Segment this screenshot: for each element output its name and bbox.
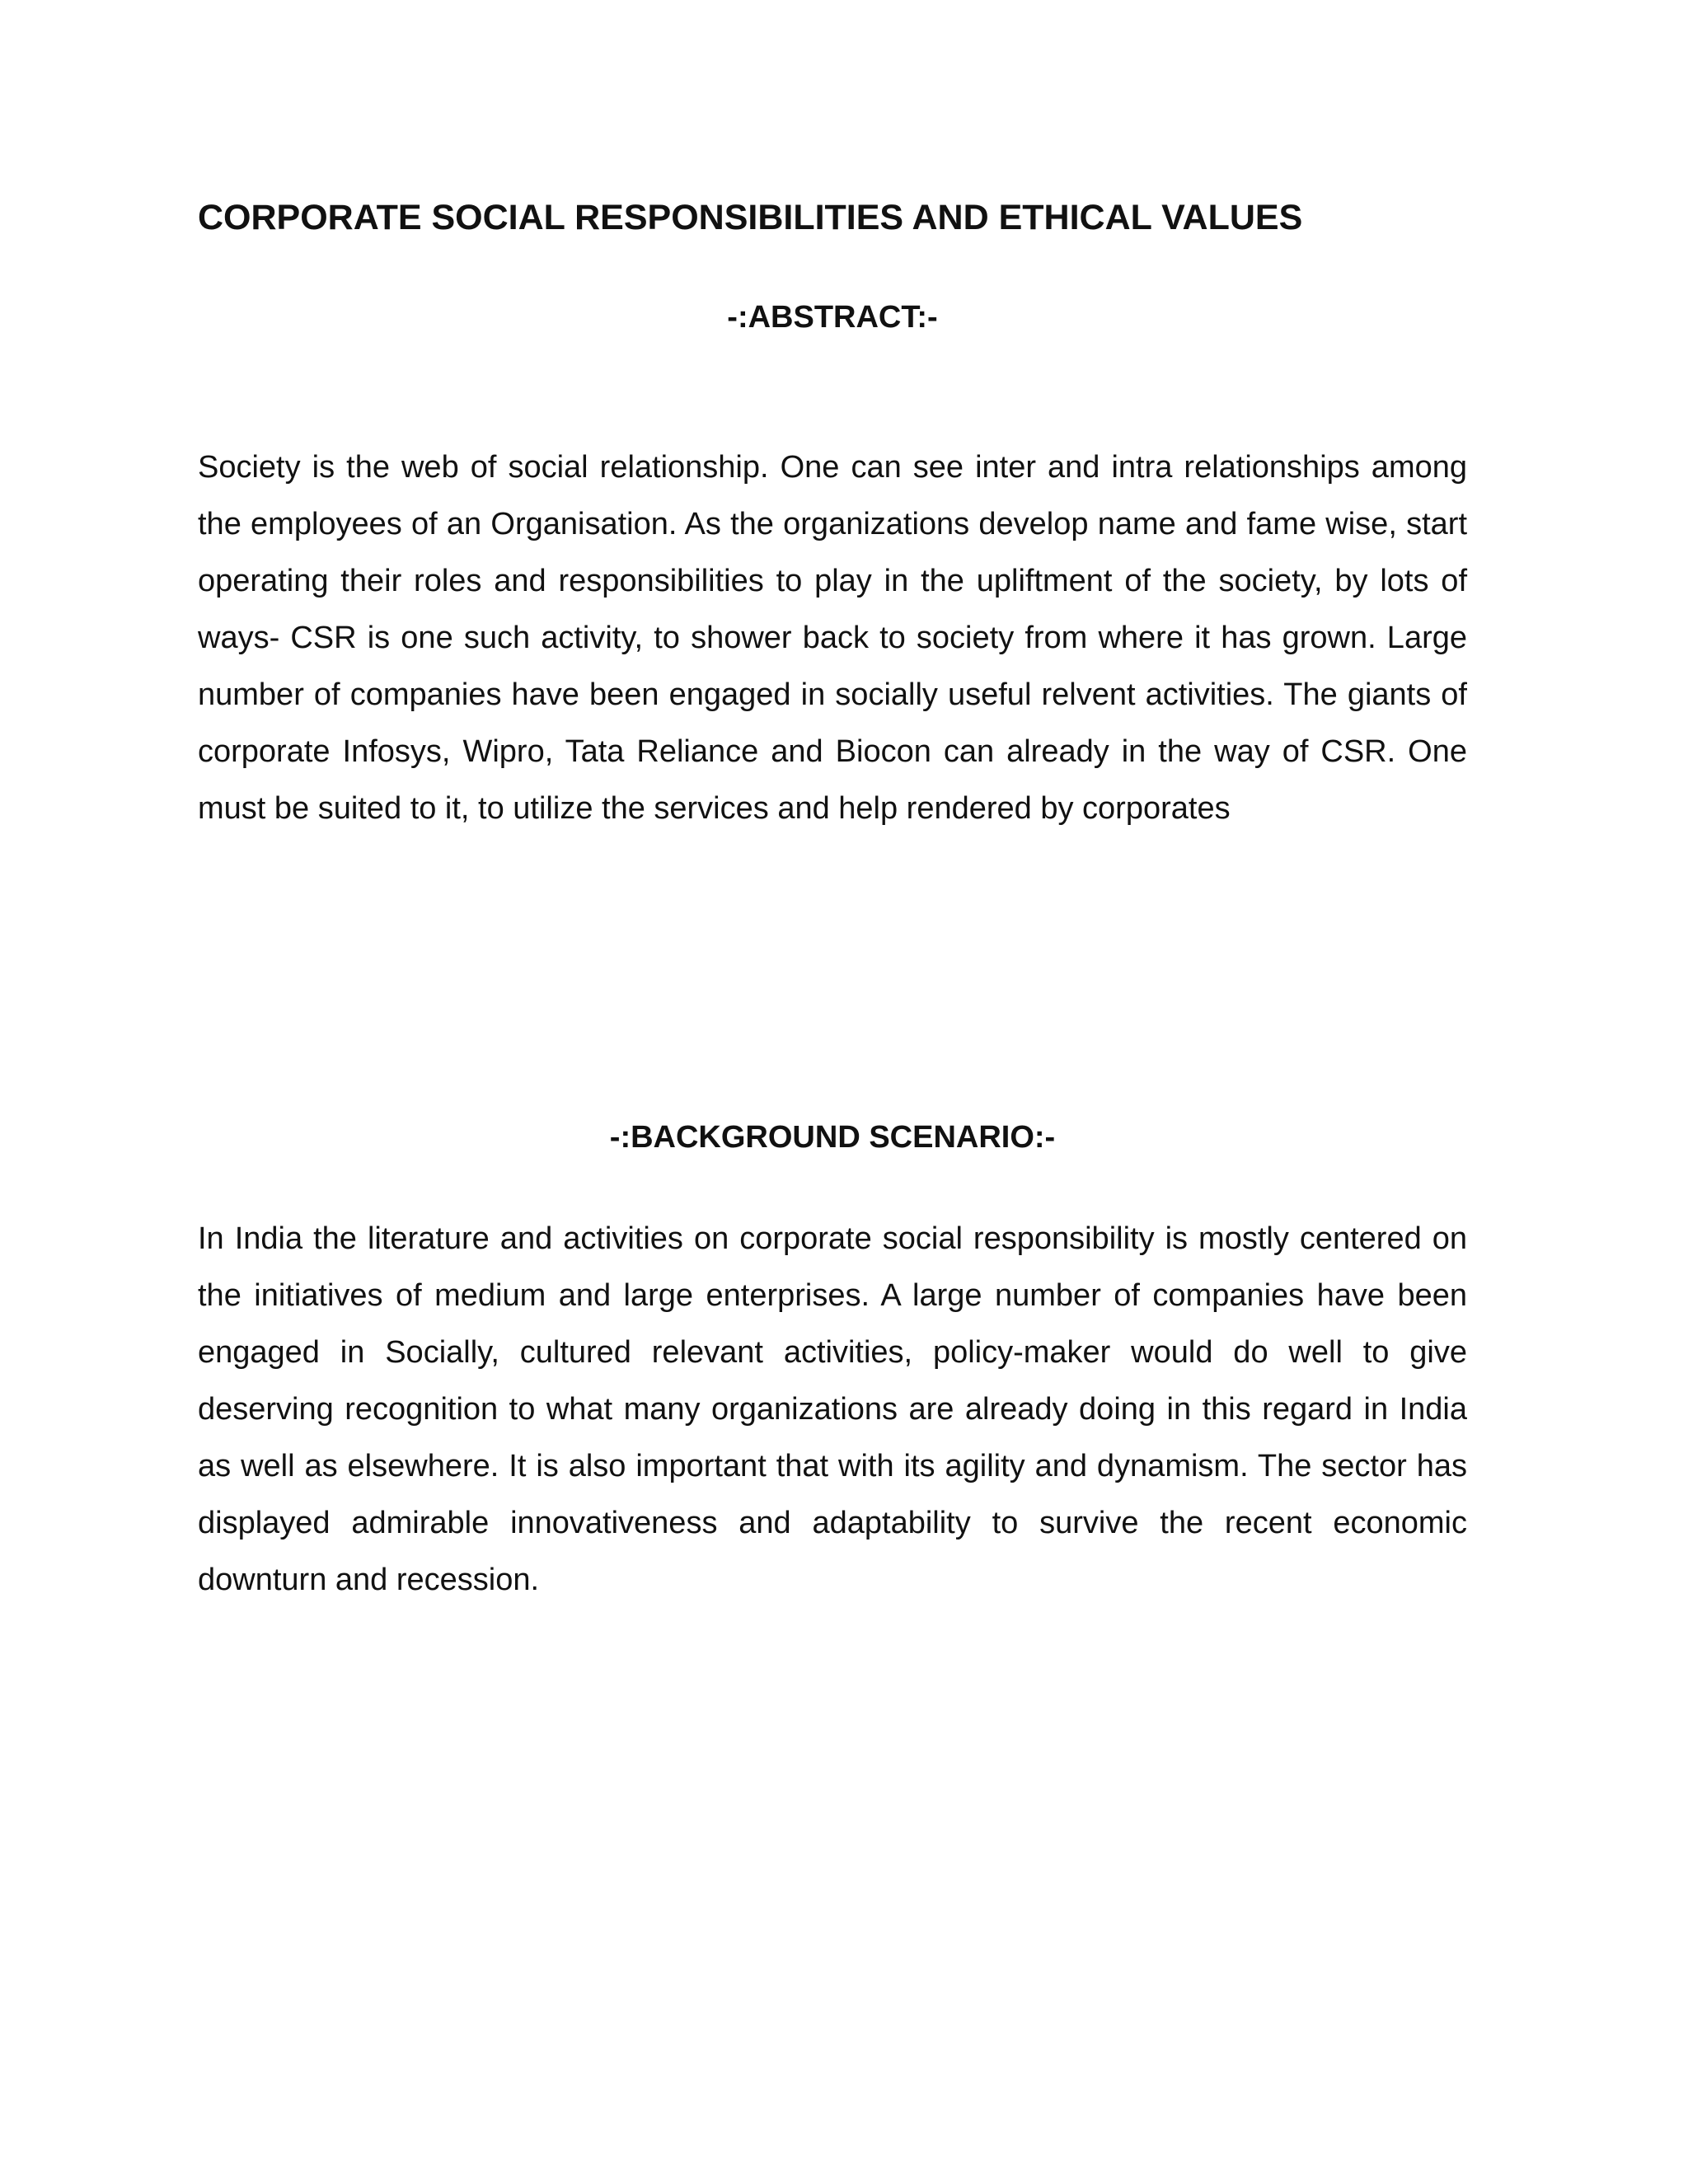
abstract-heading: -:ABSTRACT:- bbox=[727, 300, 938, 335]
background-scenario-heading: -:BACKGROUND SCENARIO:- bbox=[609, 1120, 1056, 1155]
background-scenario-paragraph: In India the literature and activities on corporate social responsibility is mostly centered on the initiatives of medium and large enterprises. A large number of companies have been engaged in Socially, cultured relevant activities, policy-maker would do well to give deserving recognition to what many organizations are already doing in this regard in India as well as elsewhere. It is also important that with its agility and dynamism. The sector has displayed admirable innovativeness and adaptability to survive the recent economic downturn and recession. bbox=[198, 1221, 1467, 1597]
abstract-paragraph: Society is the web of social relationship. One can see inter and intra relationships among the employees of an Organisation. As the organizations develop name and fame wise, start operating their roles and responsibilities to play in the upliftment of the society, by lots of ways- CSR is one such activity, to shower back to society from where it has grown. Large number of companies have been engaged in socially useful relvent activities. The giants of corporate Infosys, Wipro, Tata Reliance and Biocon can already in the way of CSR. One must be suited to it, to utilize the services and help rendered by corporates bbox=[198, 450, 1467, 826]
document-title: CORPORATE SOCIAL RESPONSIBILITIES AND ETHICAL VALUES bbox=[198, 198, 1303, 237]
